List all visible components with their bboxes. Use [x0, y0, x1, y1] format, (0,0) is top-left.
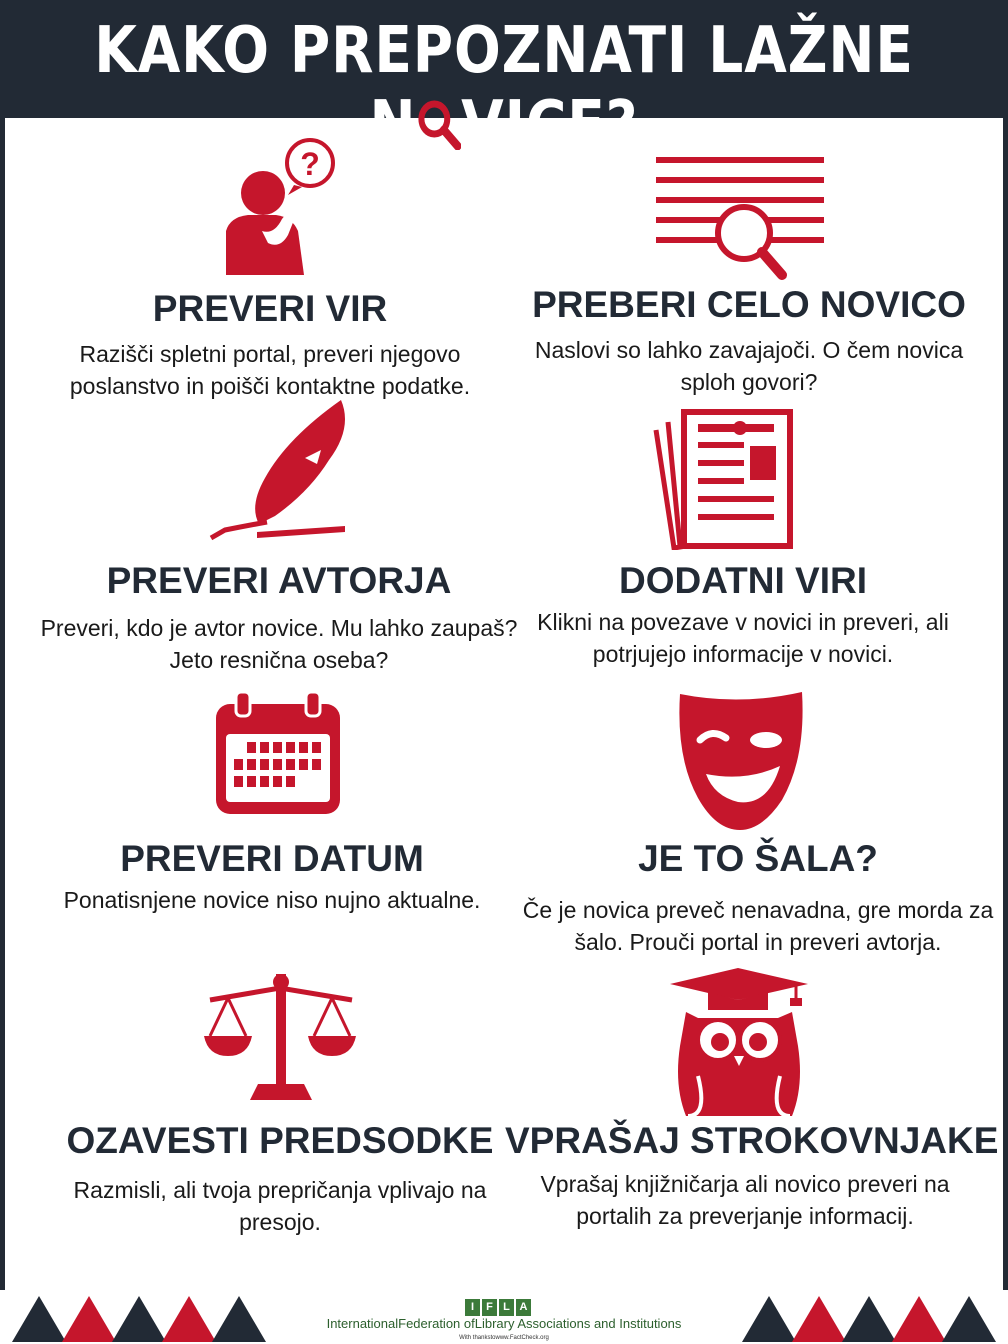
calendar-day-cell	[260, 742, 269, 753]
owl-graduate-icon	[668, 966, 810, 1116]
text-je-to-sala: Če je novica preveč nenavadna, gre morda za šalo. Prouči portal in preveri avtorja.	[522, 897, 994, 955]
heading-preberi-celo-novico: PREBERI CELO NOVICO	[532, 284, 966, 325]
mask-icon	[676, 688, 806, 832]
calendar-day-cell	[273, 742, 282, 753]
logo-letter: A	[516, 1299, 531, 1316]
text-preveri-datum: Ponatisnjene novice niso nujno aktualne.	[63, 887, 481, 913]
calendar-day-cell	[273, 759, 282, 770]
calendar-day-cell	[299, 759, 308, 770]
calendar-day-cell	[234, 776, 243, 787]
title-text-end: VICE?	[461, 88, 639, 162]
text-ozavesti-predsodke: Razmisli, ali tvoja prepričanja vplivajo na presojo.	[73, 1177, 487, 1235]
text-dodatni-viri: Klikni na povezave v novici in preveri, ali potrjujejo informacije v novici.	[537, 609, 949, 667]
heading-preveri-avtorja: PREVERI AVTORJA	[106, 560, 452, 601]
scales-icon	[202, 972, 358, 1104]
calendar-day-cell	[312, 759, 321, 770]
header-bar	[0, 0, 1008, 162]
calendar-icon	[214, 690, 342, 816]
documents-icon	[652, 408, 797, 550]
logo-letter: L	[499, 1299, 514, 1316]
frame-left-border	[0, 118, 5, 1298]
logo-letter: F	[482, 1299, 497, 1316]
heading-dodatni-viri: DODATNI VIRI	[618, 560, 868, 601]
article-magnifier-icon	[652, 155, 827, 285]
title-text-start: KAKO PREPOZNATI LAŽNE N	[94, 14, 914, 162]
text-preveri-avtorja: Preveri, kdo je avtor novice. Mu lahko zaupaš? Jeto resnična oseba?	[40, 615, 518, 673]
calendar-day-cell	[273, 776, 282, 787]
magnifier-icon	[416, 98, 461, 150]
credit-line: With thankstowww.FactCheck.org	[459, 1335, 549, 1341]
calendar-day-cell	[286, 759, 295, 770]
calendar-day-cell	[234, 759, 243, 770]
feather-quill-icon	[205, 398, 355, 546]
heading-ozavesti-predsodke: OZAVESTI PREDSODKE	[66, 1120, 494, 1161]
calendar-day-cell	[286, 776, 295, 787]
text-vprasaj-strokovnjake: Vprašaj knjižničarja ali novico preveri na portalih za preverjanje informacij.	[540, 1171, 950, 1229]
calendar-day-cell	[247, 742, 256, 753]
text-preveri-vir: Razišči spletni portal, preveri njegovo poslanstvo in poišči kontaktne podatke.	[69, 341, 471, 399]
heading-preveri-datum: PREVERI DATUM	[120, 838, 424, 879]
text-preberi-celo-novico: Naslovi so lahko zavajajoči. O čem novica sploh govori?	[534, 337, 964, 395]
calendar-day-cell	[260, 759, 269, 770]
logo-letter: I	[465, 1299, 480, 1316]
person-question-icon	[218, 135, 343, 275]
heading-preveri-vir: PREVERI VIR	[152, 288, 388, 329]
heading-je-to-sala: JE TO ŠALA?	[638, 838, 878, 879]
calendar-day-cell	[299, 742, 308, 753]
svg-text:?: ?	[300, 146, 320, 182]
calendar-day-cell	[286, 742, 295, 753]
calendar-day-cell	[312, 742, 321, 753]
calendar-day-cell	[247, 776, 256, 787]
page-title	[71, 14, 938, 162]
calendar-day-cell	[260, 776, 269, 787]
frame-right-border	[1003, 118, 1008, 1298]
calendar-day-cell	[247, 759, 256, 770]
ifla-logo	[465, 1299, 533, 1316]
organization-name: InternationalFederation ofLibrary Associations and Institutions	[326, 1316, 682, 1331]
heading-vprasaj-strokovnjake: VPRAŠAJ STROKOVNJAKE	[505, 1120, 999, 1161]
